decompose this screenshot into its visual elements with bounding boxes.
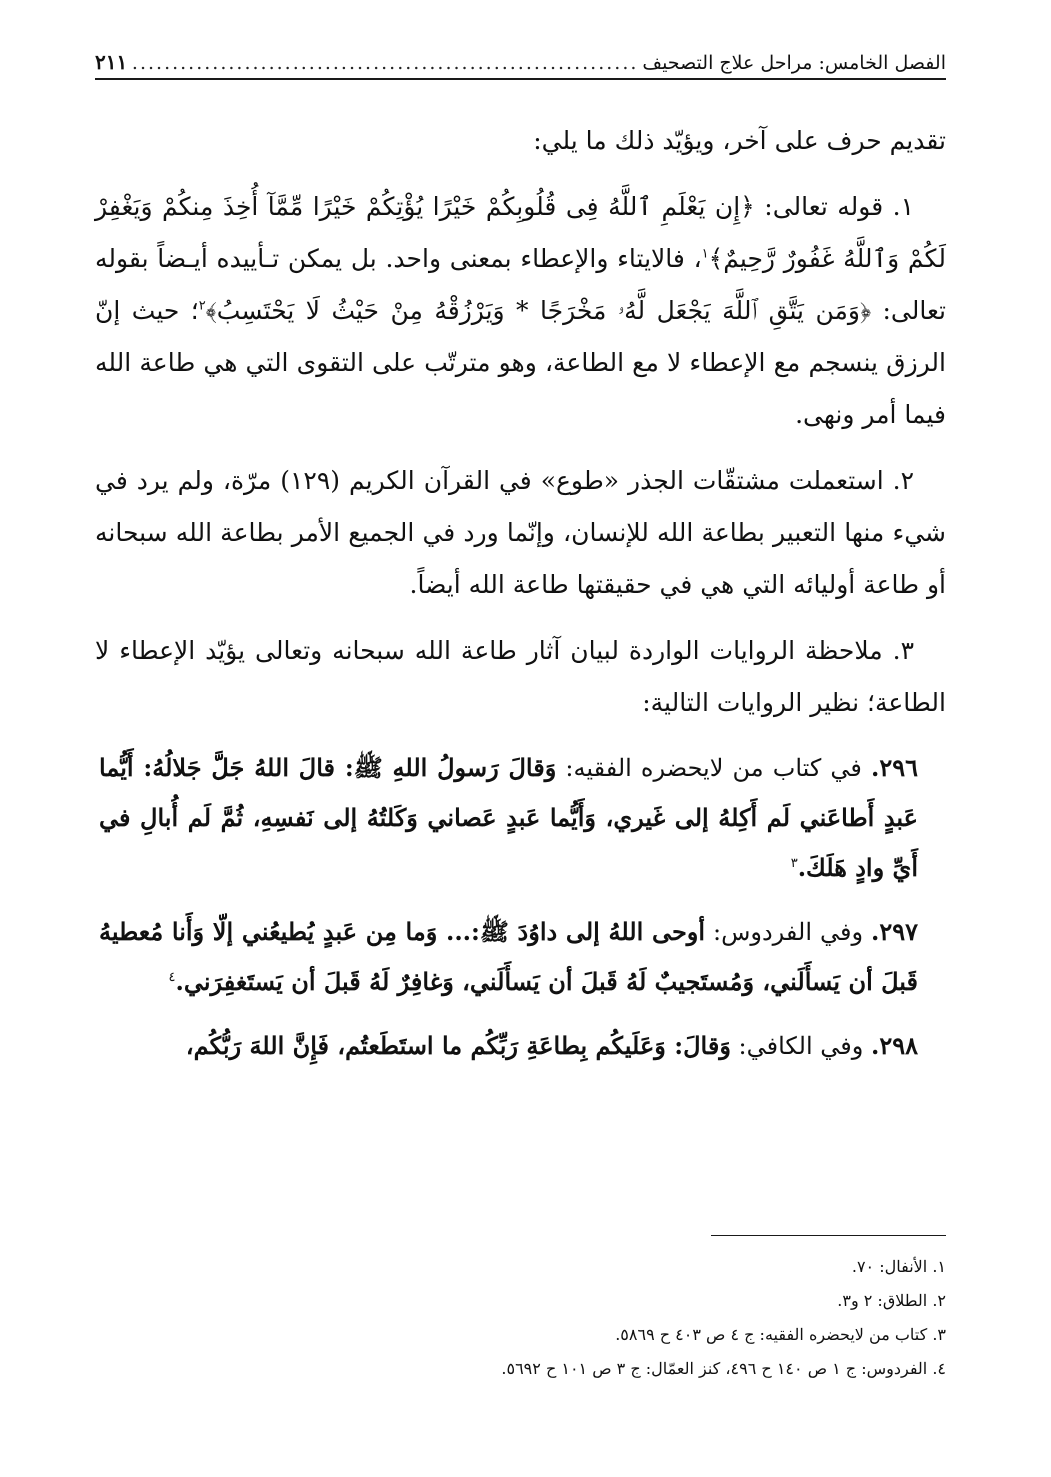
paragraph-point-2: ٢. استعملت مشتقّات الجذر «طوع» في القرآن الكريم (١٢٩) مرّة، ولم يرد في شيء منها التعبير بطاعة الله للإنسان، وإنّما ورد في الجميع الأمر بطاعة الله سبحانه أو طاعة أوليائه التي هي في حقيقتها طاعة الله أيضاً.	[95, 466, 946, 599]
narrations-block	[95, 743, 946, 1071]
footnote-1: ١. الأنفال: ٧٠.	[851, 1257, 946, 1276]
document-page	[95, 0, 946, 1477]
footnote-ref-4[interactable]: ٤	[168, 970, 176, 985]
point-1-middle: ، فالايتاء والإعطاء بمعنى واحد. بل يمكن تـأييده أيـضاً بقوله تعالى:	[95, 244, 947, 325]
paragraph-point-1	[95, 181, 946, 441]
running-header	[95, 38, 946, 80]
paragraph-point-3: ٣. ملاحظة الروايات الواردة لبيان آثار طاعة الله سبحانه وتعالى يؤيّد الإعطاء لا الطاعة؛ نظير الروايات التالية:	[95, 636, 946, 717]
hadith-text: أوحى اللهُ إلى داوُدَ ﷺ:... وَما مِن عَبدٍ يُطيعُني إلّا وَأَنا مُعطيهُ قَبلَ أن يَسأَلَني، وَمُستَجيبٌ لَهُ قَبلَ أن يَسأَلَني، وَغافِرٌ لَهُ قَبلَ أن يَستَغفِرَني.	[99, 917, 918, 996]
paragraph-intro: تقديم حرف على آخر، ويؤيّد ذلك ما يلي:	[533, 126, 946, 155]
narration-source: وفي الفردوس:	[705, 918, 871, 946]
narration-source: وفي الكافي:	[730, 1032, 871, 1060]
narration-number: ٢٩٨.	[870, 1031, 918, 1060]
narration-298	[99, 1021, 918, 1071]
footnote-3: ٣. كتاب من لايحضره الفقيه: ج ٤ ص ٤٠٣ ح ٥٨٦٩.	[615, 1325, 946, 1344]
narration-number: ٢٩٧.	[870, 917, 918, 946]
footnote-ref-3[interactable]: ٣	[790, 856, 798, 871]
page-number: ٢١١	[95, 50, 128, 74]
footnote-ref-1[interactable]: ١	[701, 246, 709, 262]
quran-verse-1: ﴿إِن يَعْلَمِ ٱللَّهُ فِى قُلُوبِكُمْ خَيْرًا يُؤْتِكُمْ خَيْرًا مِّمَّآ أُخِذَ مِنكُمْ وَيَغْفِرْ لَكُمْ وَٱللَّهُ غَفُورٌ رَّحِيمٌ﴾	[95, 192, 946, 273]
point-1-end: ؛ حيث إنّ الرزق ينسجم مع الإعطاء لا مع الطاعة، وهو مترتّب على التقوى التي هي طاعة الله فيما أمر ونهى.	[95, 296, 946, 429]
quran-verse-2: ﴿وَمَن يَتَّقِ ٱللَّهَ يَجْعَل لَّهُۥ مَخْرَجًا * وَيَرْزُقْهُ مِنْ حَيْثُ لَا يَحْتَسِبُ﴾	[205, 296, 872, 325]
narration-number: ٢٩٦.	[870, 753, 918, 782]
footnote-separator	[711, 1235, 946, 1236]
leader-dots	[131, 52, 638, 74]
narration-296	[99, 743, 918, 893]
footnote-ref-2[interactable]: ٢	[198, 298, 206, 314]
main-content	[95, 115, 946, 1085]
narration-source: في كتاب من لايحضره الفقيه:	[556, 754, 871, 782]
hadith-text: وَقالَ رَسولُ اللهِ ﷺ: قالَ اللهُ جَلَّ جَلالُهُ: أَيُّما عَبدٍ أَطاعَني لَم أَكِلهُ إلى غَيري، وَأَيُّما عَبدٍ عَصاني وَكَلتُهُ إلى نَفسِهِ، ثُمَّ لَم أُبالِ في أَيِّ وادٍ هَلَكَ.	[99, 753, 918, 882]
chapter-title: الفصل الخامس: مراحل علاج التصحيف	[642, 52, 946, 74]
footnote-4: ٤. الفردوس: ج ١ ص ١٤٠ ح ٤٩٦، كنز العمّال: ج ٣ ص ١٠١ ح ٥٦٩٢.	[501, 1359, 946, 1378]
footnotes	[95, 1250, 946, 1386]
narration-297	[99, 907, 918, 1007]
footnote-2: ٢. الطلاق: ٢ و٣.	[837, 1291, 946, 1310]
point-1-lead: ١. قوله تعالى:	[754, 192, 914, 221]
hadith-text: وَقالَ: وَعَلَيكُم بِطاعَةِ رَبِّكُم ما استَطَعتُم، فَإِنَّ اللهَ رَبُّكُم،	[185, 1031, 731, 1060]
